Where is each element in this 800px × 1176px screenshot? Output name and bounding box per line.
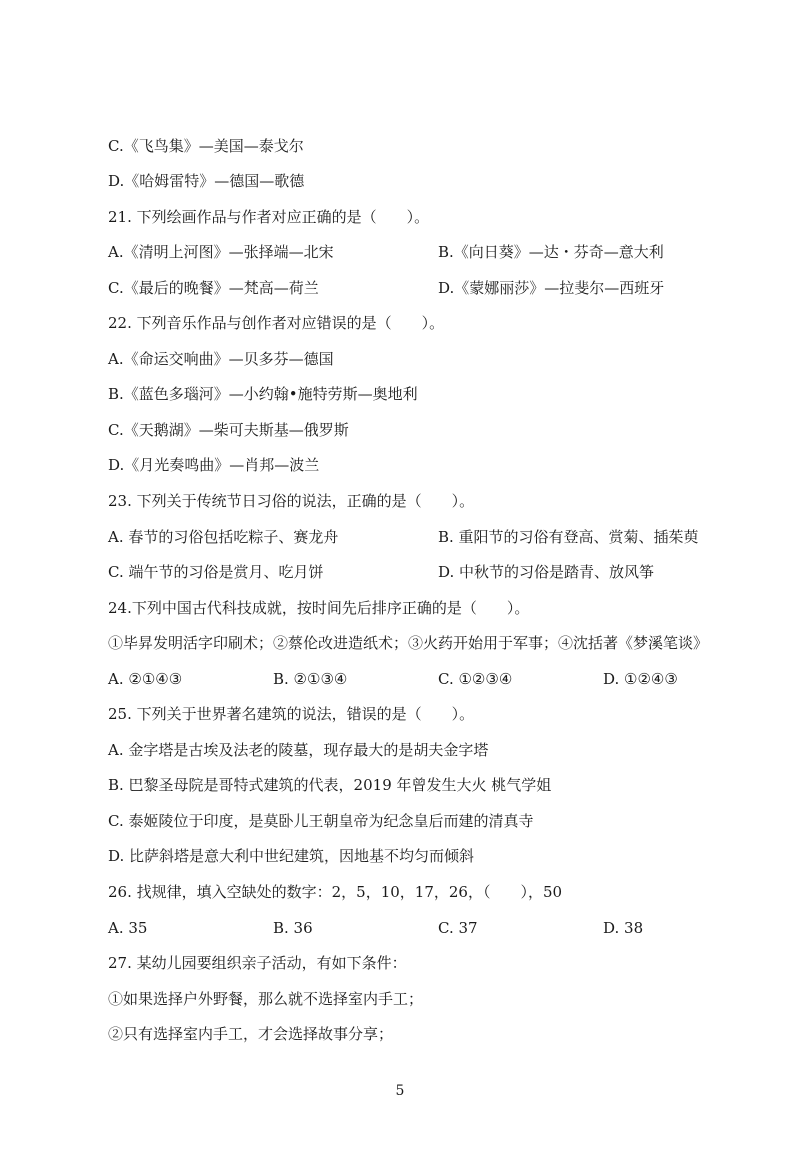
q26-option-c: C. 37	[438, 919, 478, 937]
q20-option-c: C.《飞鸟集》—美国—泰戈尔	[108, 137, 304, 155]
q23-option-a: A. 春节的习俗包括吃粽子、赛龙舟	[108, 528, 339, 546]
q22-option-b: B.《蓝色多瑙河》—小约翰•施特劳斯—奥地利	[108, 385, 418, 403]
q22-option-d: D.《月光奏鸣曲》—肖邦—波兰	[108, 456, 320, 474]
q22-option-a: A.《命运交响曲》—贝多芬—德国	[108, 350, 334, 368]
q23-option-c: C. 端午节的习俗是赏月、吃月饼	[108, 563, 324, 581]
q21-option-b: B.《向日葵》—达・芬奇—意大利	[438, 243, 664, 261]
q22-stem: 22. 下列音乐作品与创作者对应错误的是（ ）。	[108, 314, 445, 332]
q21-option-d: D.《蒙娜丽莎》—拉斐尔—西班牙	[438, 279, 665, 297]
q23-option-d: D. 中秋节的习俗是踏青、放风筝	[438, 563, 655, 581]
q24-option-c: C. ①②③④	[438, 670, 513, 688]
q24-option-b: B. ②①③④	[273, 670, 348, 688]
q23-stem: 23. 下列关于传统节日习俗的说法，正确的是（ ）。	[108, 492, 475, 510]
q25-option-b: B. 巴黎圣母院是哥特式建筑的代表，2019 年曾发生大火 桃气学姐	[108, 776, 552, 794]
q21-stem: 21. 下列绘画作品与作者对应正确的是（ ）。	[108, 208, 430, 226]
q26-option-a: A. 35	[108, 919, 148, 937]
q27-condition-1: ①如果选择户外野餐，那么就不选择室内手工；	[108, 990, 424, 1008]
q25-option-c: C. 泰姬陵位于印度，是莫卧儿王朝皇帝为纪念皇后而建的清真寺	[108, 812, 534, 830]
q21-option-a: A.《清明上河图》—张择端—北宋	[108, 243, 334, 261]
q27-stem: 27. 某幼儿园要组织亲子活动，有如下条件：	[108, 954, 407, 972]
q21-option-c: C.《最后的晚餐》—梵高—荷兰	[108, 279, 319, 297]
q27-condition-2: ②只有选择室内手工，才会选择故事分享；	[108, 1025, 394, 1043]
q25-option-a: A. 金字塔是古埃及法老的陵墓，现存最大的是胡夫金字塔	[108, 741, 489, 759]
q22-option-c: C.《天鹅湖》—柴可夫斯基—俄罗斯	[108, 421, 349, 439]
q24-option-a: A. ②①④③	[108, 670, 183, 688]
q23-option-b: B. 重阳节的习俗有登高、赏菊、插茱萸	[438, 528, 699, 546]
page-number: 5	[395, 1083, 405, 1099]
q25-option-d: D. 比萨斜塔是意大利中世纪建筑，因地基不均匀而倾斜	[108, 847, 475, 865]
q24-items: ①毕昇发明活字印刷术；②蔡伦改进造纸术；③火药开始用于军事；④沈括著《梦溪笔谈》	[108, 634, 709, 652]
q24-option-d: D. ①②④③	[603, 670, 678, 688]
q26-stem: 26. 找规律，填入空缺处的数字：2，5，10，17，26，（ ），50	[108, 883, 563, 901]
q26-option-b: B. 36	[273, 919, 313, 937]
q24-stem: 24.下列中国古代科技成就，按时间先后排序正确的是（ ）。	[108, 599, 530, 617]
q26-option-d: D. 38	[603, 919, 644, 937]
q20-option-d: D.《哈姆雷特》—德国—歌德	[108, 172, 305, 190]
q25-stem: 25. 下列关于世界著名建筑的说法，错误的是（ ）。	[108, 705, 475, 723]
